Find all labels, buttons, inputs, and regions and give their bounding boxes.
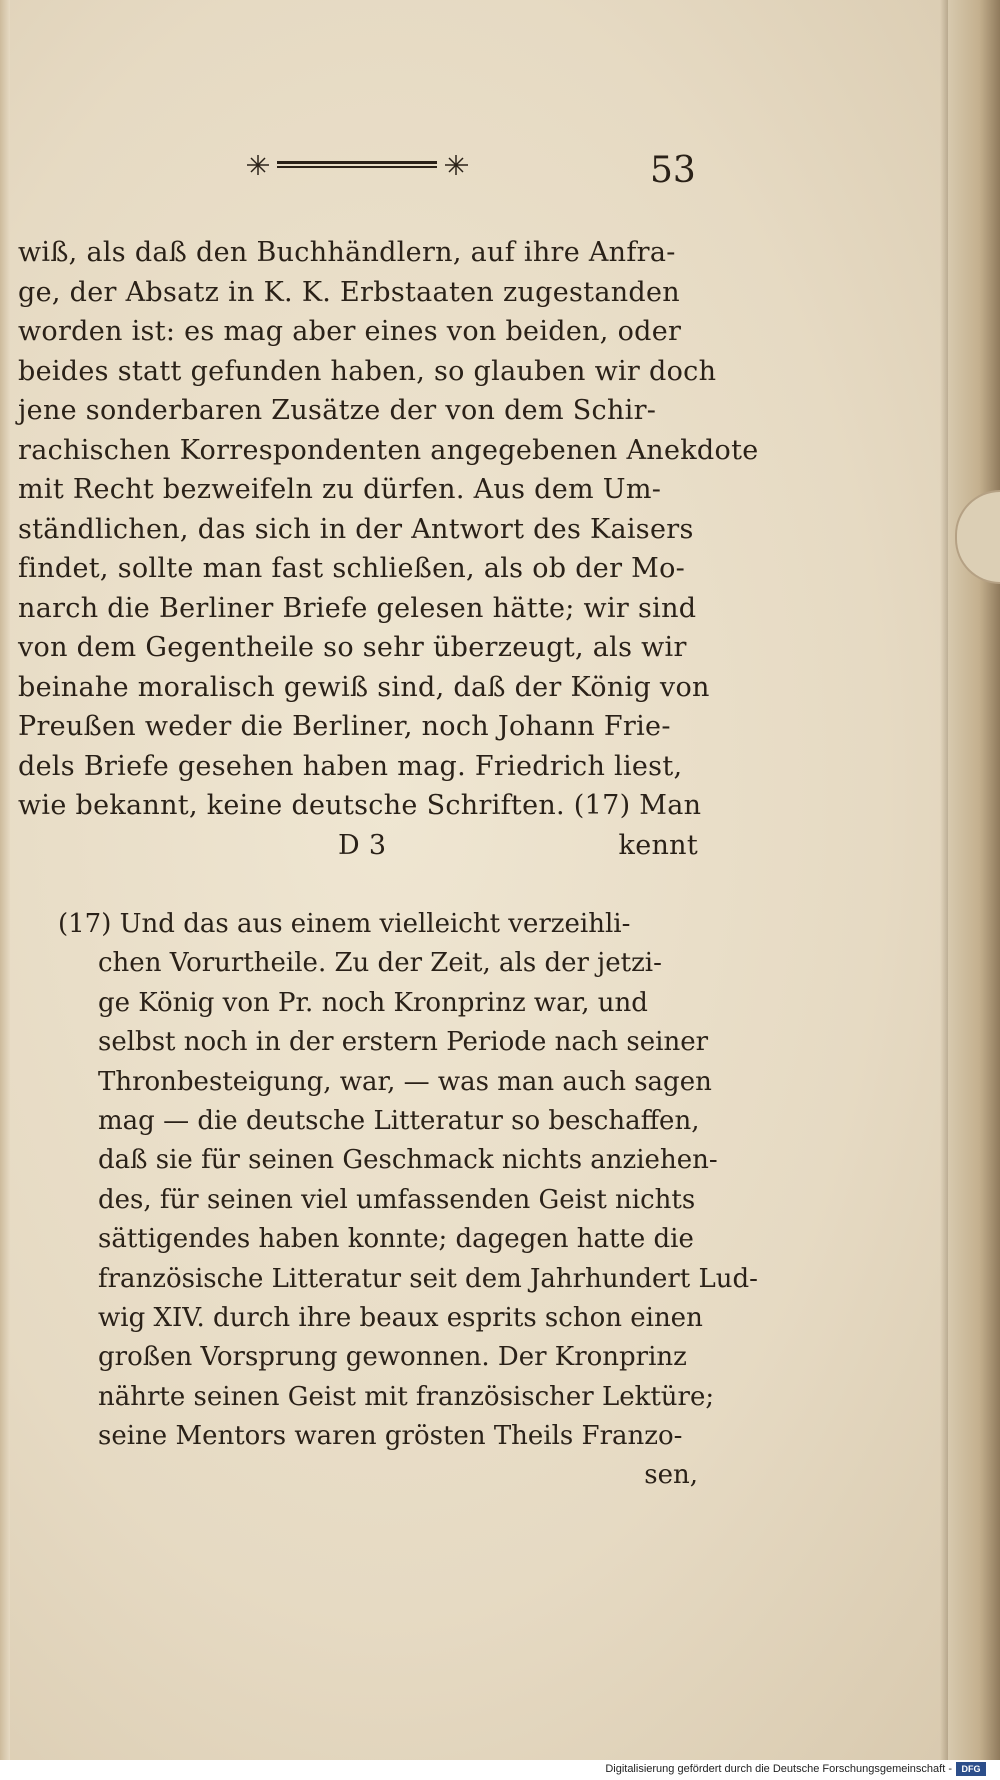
footnote-line: Thronbesteigung, war, — was man auch sagen <box>98 1066 712 1097</box>
footnote-line: daß sie für seinen Geschmack nichts anziehen- <box>98 1145 718 1176</box>
body-line: dels Briefe gesehen haben mag. Friedrich liest, <box>18 750 683 782</box>
footnote-line: selbst noch in der erstern Periode nach seiner <box>98 1027 709 1058</box>
body-line: ständlichen, das sich in der Antwort des Kaisers <box>18 513 694 545</box>
signature-line <box>18 826 698 866</box>
signature-mark: D 3 <box>338 829 387 861</box>
catchword: kennt <box>618 829 698 861</box>
book-edge <box>948 0 1000 1760</box>
footnote-line: des, für seinen viel umfassenden Geist nichts <box>98 1184 696 1215</box>
body-line: rachischen Korrespondenten angegebenen Anekdote <box>18 434 759 466</box>
page-number: 53 <box>650 150 696 191</box>
footnote-line: großen Vorsprung gewonnen. Der Kronprinz <box>98 1342 687 1373</box>
footnote-line: (17) Und das aus einem vielleicht verzeihli- <box>58 909 631 939</box>
body-line: worden ist: es mag aber eines von beiden, oder <box>18 316 682 347</box>
footnote <box>58 905 758 1496</box>
footnote-line: seine Mentors waren grösten Theils Franzo- <box>98 1421 683 1452</box>
footnote-line: französische Litteratur seit dem Jahrhundert Lud- <box>98 1263 758 1294</box>
body-line: Preußen weder die Berliner, noch Johann Frie- <box>18 711 671 742</box>
body-line: mit Recht bezweifeln zu dürfen. Aus dem Um- <box>18 474 662 505</box>
page-left-edge <box>0 0 10 1760</box>
header-ornament <box>245 150 470 180</box>
footnote-line: sättigendes haben konnte; dagegen hatte die <box>98 1224 694 1255</box>
body-line: beides statt gefunden haben, so glauben wir doch <box>18 355 717 387</box>
body-line: wie bekannt, keine deutsche Schriften. (17) Man <box>18 790 702 821</box>
body-line: ge, der Absatz in K. K. Erbstaaten zugestanden <box>18 276 680 308</box>
dfg-logo: DFG <box>956 1762 986 1776</box>
footnote-line: ge König von Pr. noch Kronprinz war, und <box>98 987 648 1018</box>
body-text <box>18 233 759 865</box>
footnote-line: nährte seinen Geist mit französischer Lektüre; <box>98 1381 715 1412</box>
footnote-line: chen Vorurtheile. Zu der Zeit, als der jetzi- <box>98 948 662 979</box>
body-line: jene sonderbaren Zusätze der von dem Schir- <box>18 395 657 426</box>
body-line: von dem Gegentheile so sehr überzeugt, als wir <box>18 632 687 663</box>
body-line: narch die Berliner Briefe gelesen hätte; wir sind <box>18 592 697 624</box>
footnote-line: mag — die deutsche Litteratur so beschaffen, <box>98 1105 700 1136</box>
footnote-line: sen, <box>644 1460 698 1491</box>
footnote-line: wig XIV. durch ihre beaux esprits schon einen <box>98 1302 703 1333</box>
footer-credit: Digitalisierung gefördert durch die Deutsche Forschungsgemeinschaft - <box>605 1763 952 1775</box>
body-line: wiß, als daß den Buchhändlern, auf ihre Anfra- <box>18 237 676 268</box>
body-line: findet, sollte man fast schließen, als ob der Mo- <box>18 553 686 584</box>
body-line: beinahe moralisch gewiß sind, daß der König von <box>18 671 710 703</box>
page-shadow <box>940 0 948 1760</box>
